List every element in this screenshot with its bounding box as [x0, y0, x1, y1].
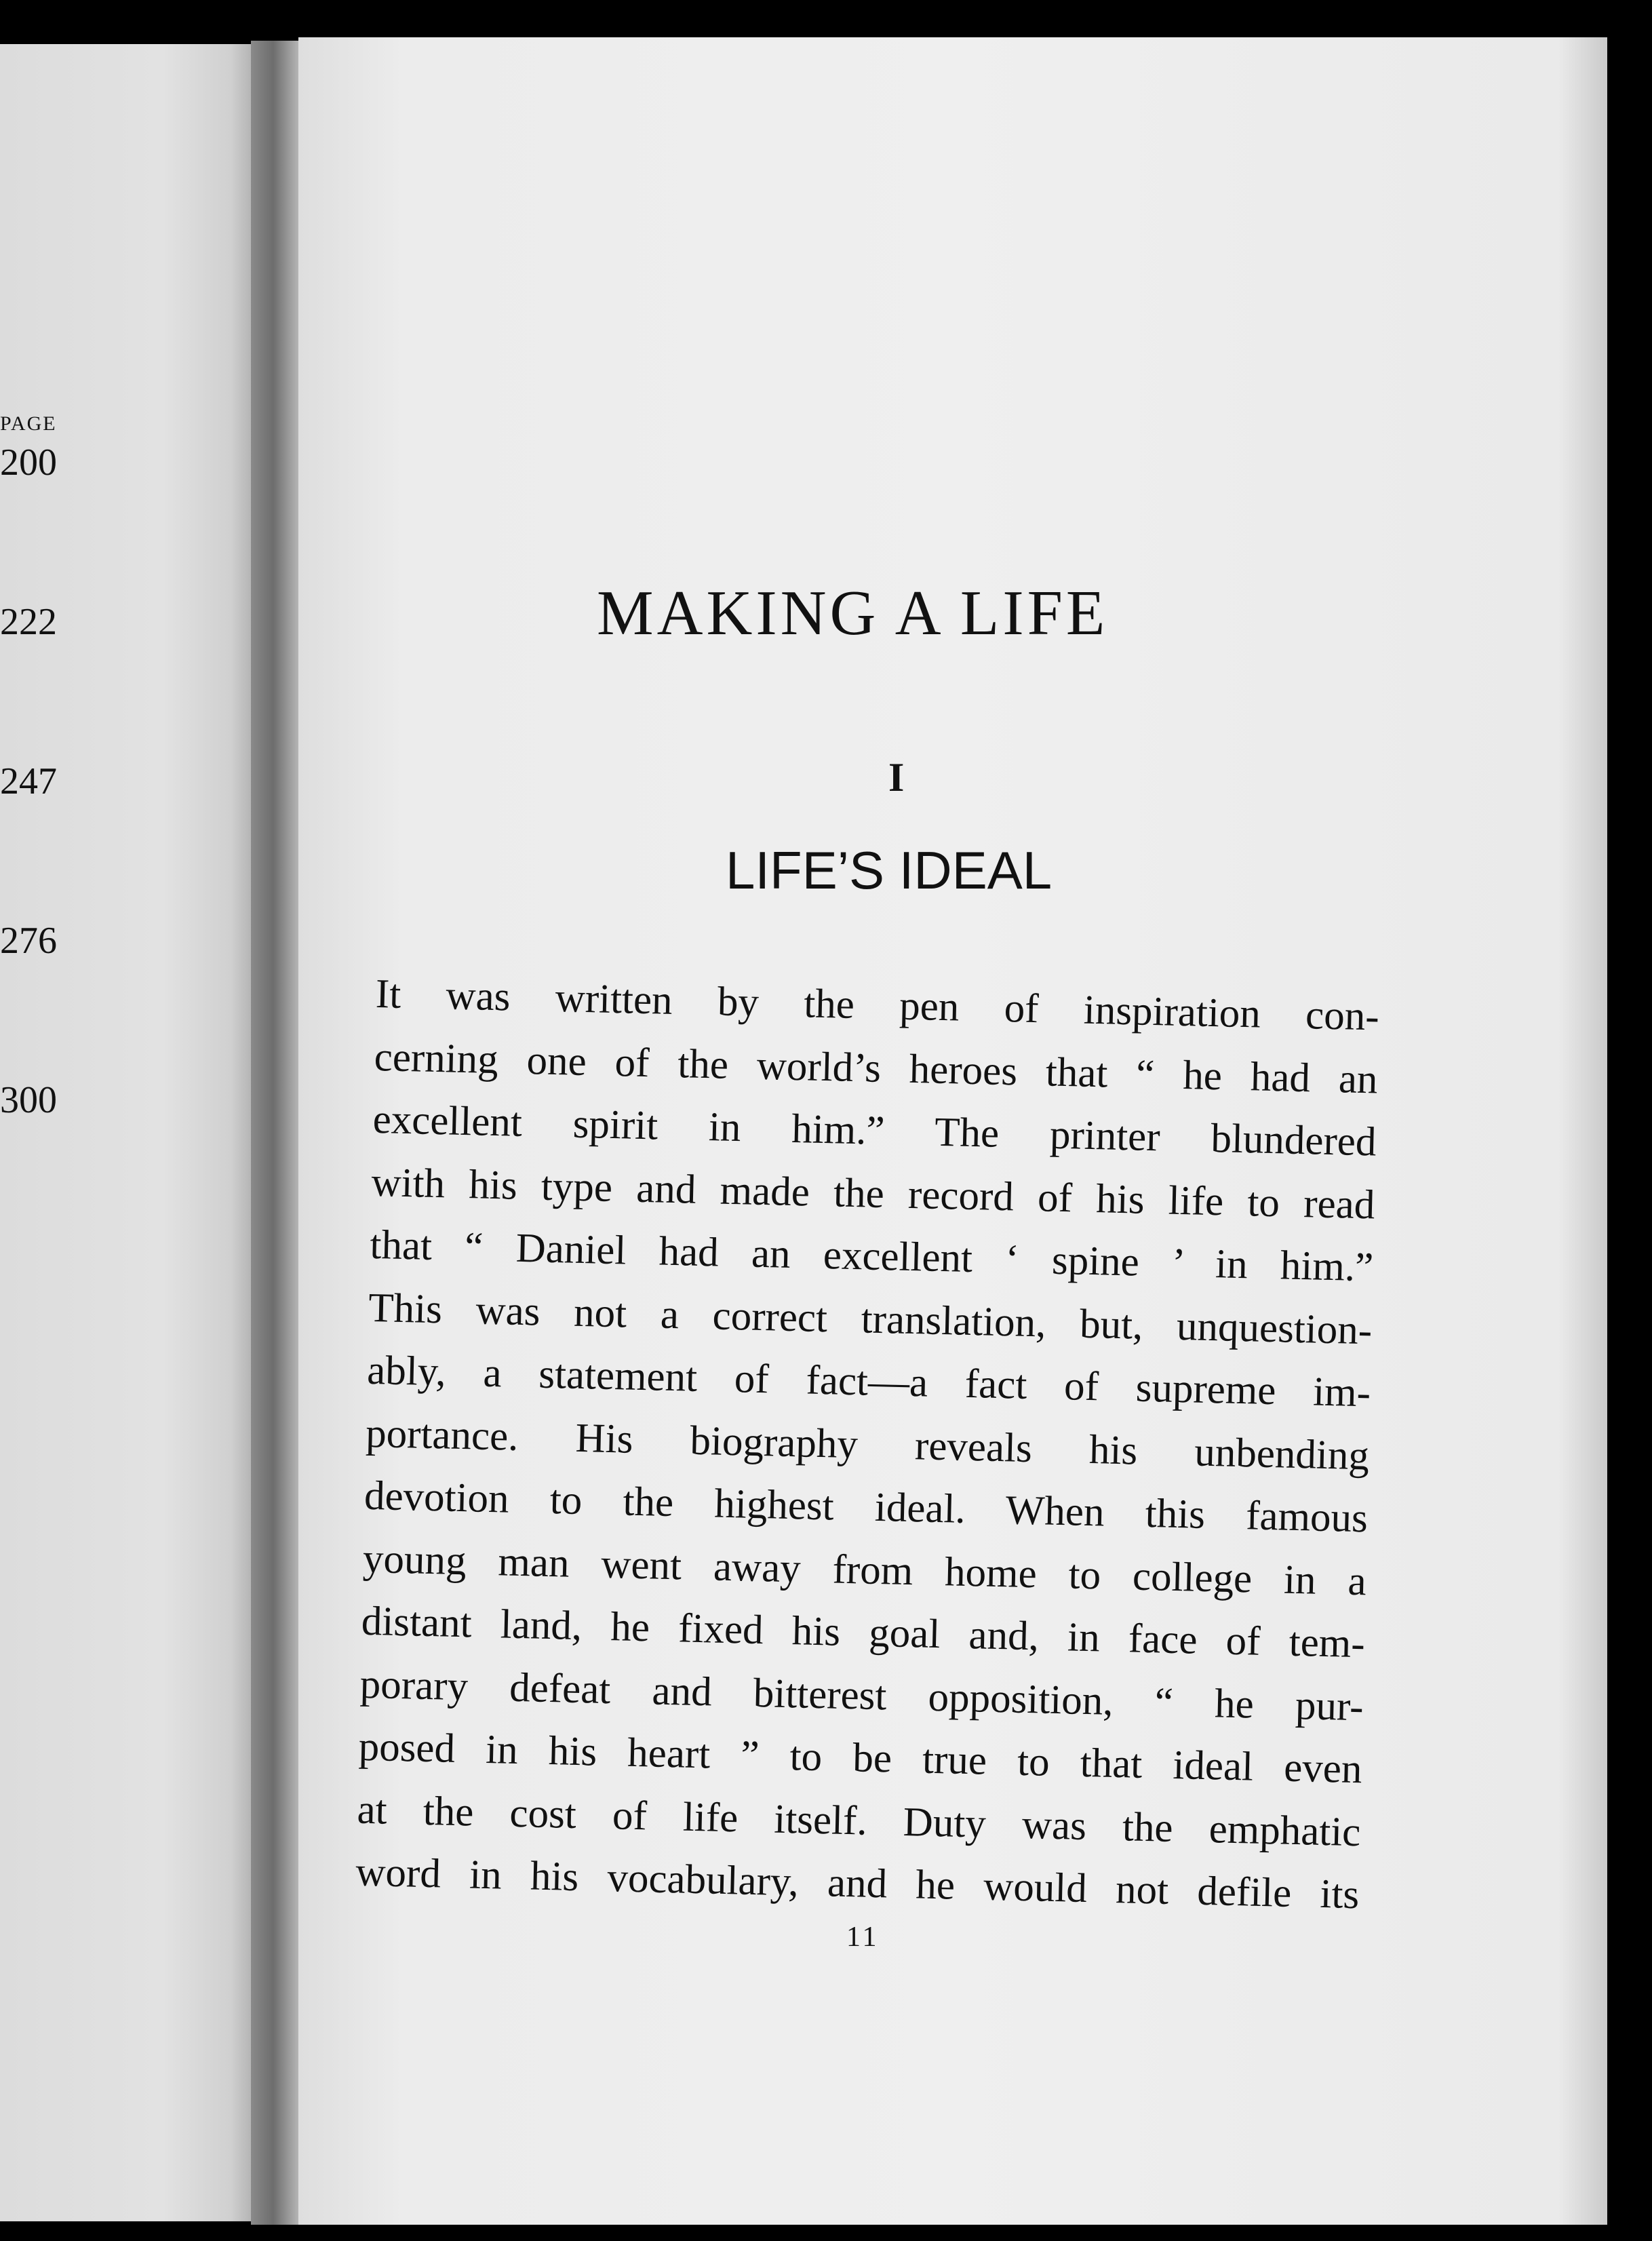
toc-page-heading: PAGE: [0, 412, 57, 435]
body-line: ably, a statement of fact—a fact of supreme im-: [366, 1347, 1371, 1416]
toc-page-number: 247: [0, 760, 57, 802]
body-line: excellent spirit in him.” The printer blundered: [372, 1096, 1377, 1165]
toc-page-number: 200: [0, 442, 57, 484]
body-line: portance. His biography reveals his unbending: [365, 1410, 1370, 1479]
body-line: cerning one of the world’s heroes that “ he had an: [374, 1034, 1379, 1103]
book-title: MAKING A LIFE: [597, 578, 1109, 648]
body-line: porary defeat and bitterest opposition, “ he pur-: [359, 1661, 1364, 1730]
body-line: with his type and made the record of his life to read: [370, 1159, 1376, 1228]
body-line: at the cost of life itself. Duty was the emphatic: [356, 1787, 1362, 1855]
body-line: word in his vocabulary, and he would not defile its: [355, 1849, 1360, 1918]
body-line: young man went away from home to college in a: [362, 1536, 1367, 1604]
body-text: [355, 963, 1380, 1927]
body-line: This was not a correct translation, but, unquestion-: [368, 1285, 1373, 1353]
chapter-number: I: [888, 755, 905, 800]
left-page: [0, 44, 271, 2221]
toc-page-number: 222: [0, 601, 57, 643]
toc-page-number: 300: [0, 1079, 57, 1121]
toc-page-number: 276: [0, 920, 57, 962]
body-line: devotion to the highest ideal. When this famous: [363, 1473, 1369, 1542]
page-folio: 11: [846, 1922, 880, 1953]
body-line: It was written by the pen of inspiration con-: [375, 971, 1380, 1040]
body-line: that “ Daniel had an excellent ‘ spine ’ in him.”: [369, 1222, 1374, 1291]
body-line: posed in his heart ” to be true to that ideal even: [358, 1723, 1363, 1793]
body-line: distant land, he fixed his goal and, in face of tem-: [361, 1598, 1366, 1667]
scan-border: [1607, 27, 1652, 2241]
chapter-title: LIFE’S IDEAL: [726, 840, 1053, 900]
